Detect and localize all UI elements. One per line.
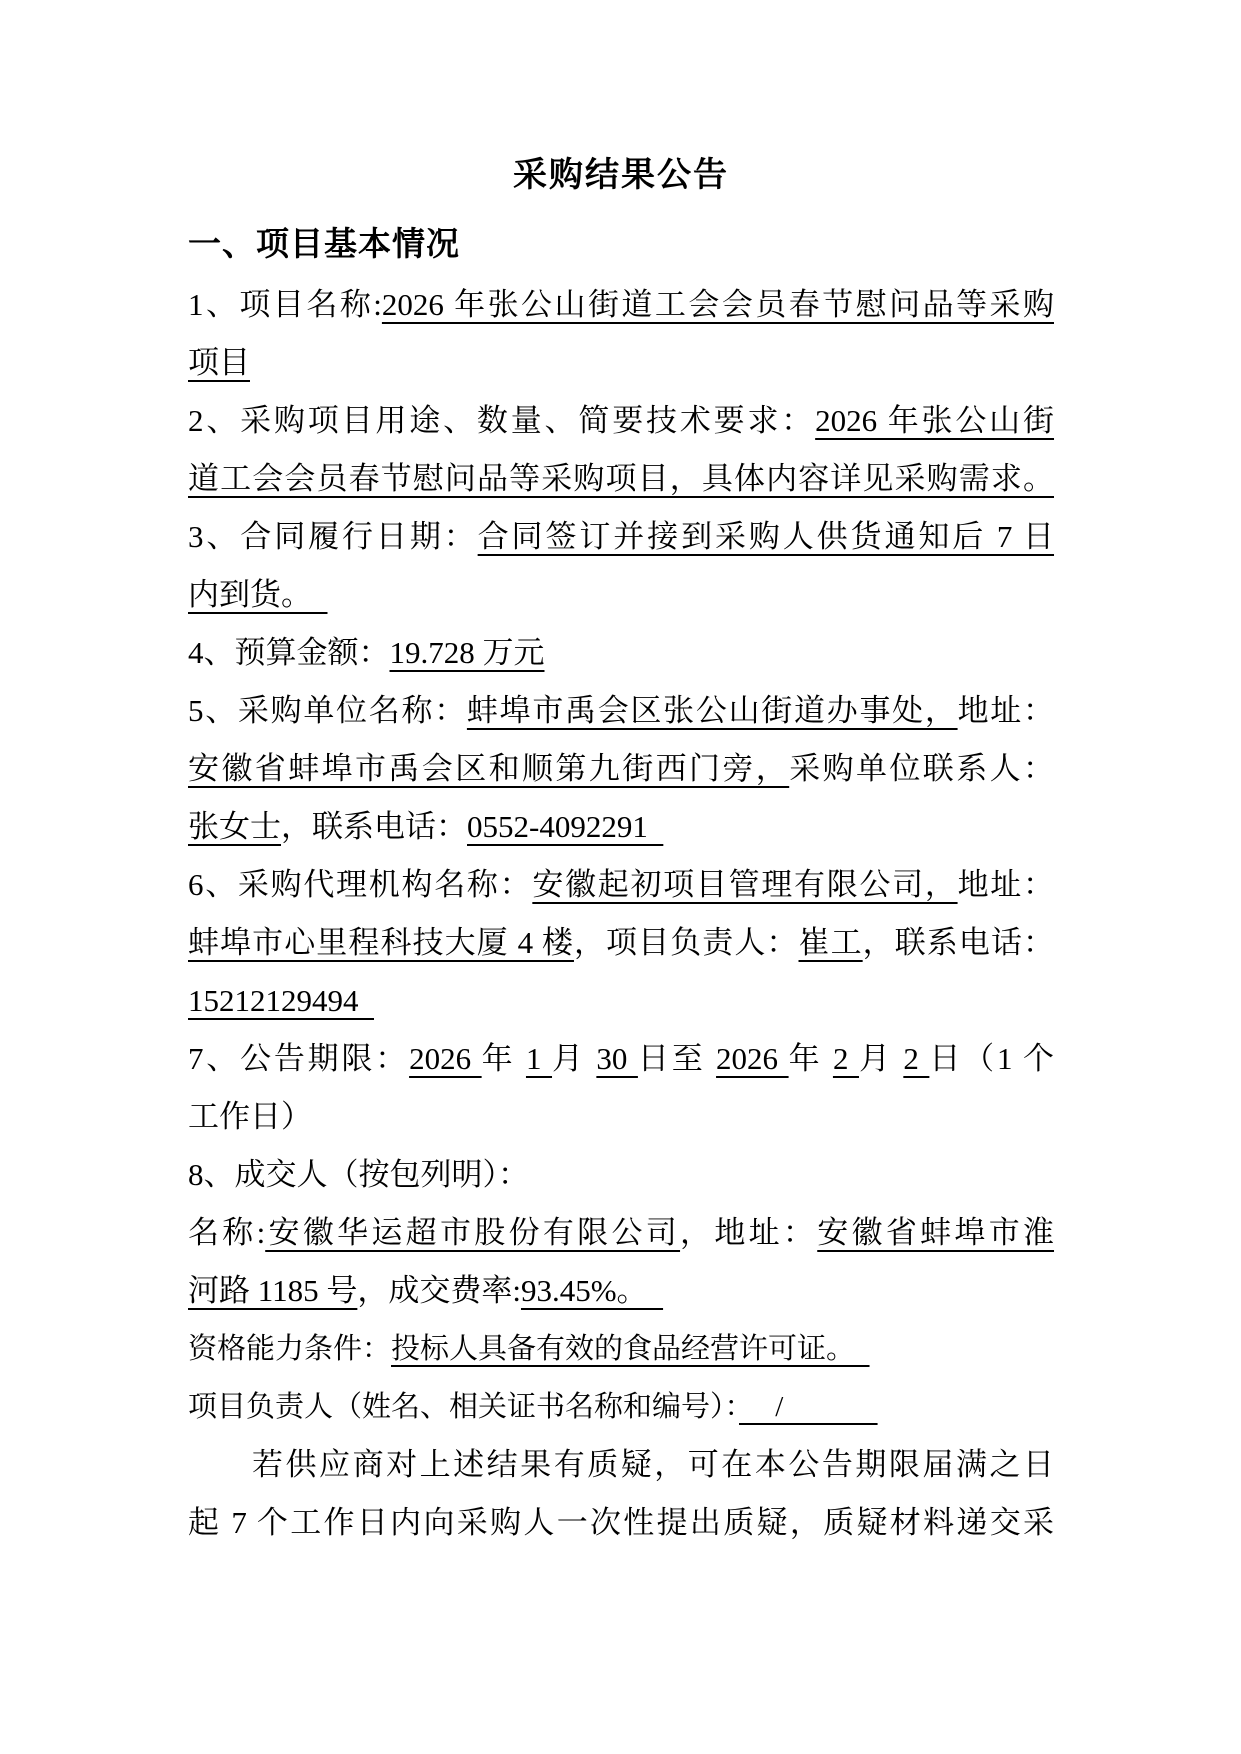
text-segment: 若供应商对上述结果有质疑，可在本公告期限届满之日 — [252, 1447, 1054, 1482]
document-content — [188, 150, 1054, 1552]
text-segment: 资格能力条件： — [188, 1333, 392, 1365]
text-segment: 项目负责人（姓名、相关证书名称和编号）： — [188, 1391, 740, 1423]
underlined-text-segment: 2026 年张公山街道工会会员春节慰问品等采购 — [381, 287, 1054, 322]
document-line — [188, 1436, 1054, 1494]
underlined-text-segment: / — [739, 1391, 878, 1423]
underlined-text-segment: 张女士 — [188, 809, 281, 844]
text-segment: 日至 — [637, 1041, 717, 1076]
document-line — [188, 566, 1054, 624]
document-line — [188, 334, 1054, 392]
underlined-text-segment: 93.45%。 — [520, 1273, 664, 1308]
text-segment: 采购单位联系人： — [789, 751, 1055, 786]
text-segment: 8、成交人（按包列明）： — [188, 1157, 529, 1192]
text-segment: ，成交费率: — [357, 1273, 521, 1308]
document-line — [188, 972, 1054, 1030]
document-line — [188, 276, 1054, 334]
document-line — [188, 1088, 1054, 1146]
underlined-text-segment: 1 — [525, 1041, 553, 1076]
underlined-text-segment: 0552-4092291 — [467, 809, 664, 844]
underlined-text-segment: 合同签订并接到采购人供货通知后 7 日 — [477, 519, 1055, 554]
text-segment: 工作日） — [188, 1099, 312, 1134]
underlined-text-segment: 安徽省蚌埠市淮 — [817, 1215, 1055, 1250]
document-line — [188, 392, 1054, 450]
underlined-text-segment: 15212129494 — [188, 983, 374, 1018]
text-segment: 6、采购代理机构名称： — [188, 867, 533, 902]
document-line — [188, 740, 1054, 798]
text-segment: 7、公告期限： — [188, 1041, 410, 1076]
underlined-text-segment: 河路 1185 号 — [188, 1273, 358, 1308]
section-heading: 一、项目基本情况 — [188, 225, 460, 262]
underlined-text-segment: 30 — [596, 1041, 638, 1076]
text-segment: 月 — [858, 1041, 904, 1076]
document-line — [188, 1146, 1054, 1204]
document-line — [188, 856, 1054, 914]
text-segment: 4、预算金额： — [188, 635, 390, 670]
document-line — [188, 1378, 1054, 1436]
underlined-text-segment: 道工会会员春节慰问品等采购项目，具体内容详见采购需求。 — [188, 461, 1054, 496]
underlined-text-segment: 2026 年张公山街 — [815, 403, 1055, 438]
underlined-text-segment: 项目 — [188, 345, 250, 380]
text-segment: 名称: — [188, 1215, 266, 1250]
text-segment: 年 — [788, 1041, 833, 1076]
underlined-text-segment: 蚌埠市禹会区张公山街道办事处， — [466, 693, 958, 728]
text-segment: ，联系电话： — [281, 809, 467, 844]
text-segment: 起 7 个工作日内向采购人一次性提出质疑，质疑材料递交采 — [188, 1505, 1054, 1540]
document-body — [188, 276, 1054, 1552]
text-segment: ，地址： — [680, 1215, 818, 1250]
document-line — [188, 798, 1054, 856]
underlined-text-segment: 19.728 万元 — [389, 635, 545, 670]
underlined-text-segment: 2026 — [716, 1041, 789, 1076]
underlined-text-segment: 蚌埠市心里程科技大厦 4 楼 — [188, 925, 574, 960]
underlined-text-segment: 内到货。 — [188, 577, 328, 612]
underlined-text-segment: 投标人具备有效的食品经营许可证。 — [391, 1333, 870, 1365]
document-line — [188, 1320, 1054, 1378]
text-segment: 1、项目名称: — [188, 287, 382, 322]
text-segment: 地址： — [957, 867, 1055, 902]
text-segment: 5、采购单位名称： — [188, 693, 467, 728]
document-line — [188, 1262, 1054, 1320]
text-segment: ，项目负责人： — [573, 925, 799, 960]
underlined-text-segment: 崔工 — [798, 925, 863, 960]
underlined-text-segment: 2 — [903, 1041, 930, 1076]
document-line — [188, 450, 1054, 508]
text-segment: 月 — [552, 1041, 597, 1076]
document-line — [188, 1204, 1054, 1262]
document-line — [188, 1030, 1054, 1088]
text-segment: 2、采购项目用途、数量、简要技术要求： — [188, 403, 816, 438]
text-segment: 年 — [481, 1041, 526, 1076]
document-line — [188, 624, 1054, 682]
underlined-text-segment: 2026 — [409, 1041, 482, 1076]
document-line — [188, 682, 1054, 740]
text-segment: 3、合同履行日期： — [188, 519, 478, 554]
underlined-text-segment: 2 — [832, 1041, 859, 1076]
text-segment: 地址： — [957, 693, 1055, 728]
document-line — [188, 508, 1054, 566]
underlined-text-segment: 安徽起初项目管理有限公司， — [532, 867, 958, 902]
document-line — [188, 1494, 1054, 1552]
text-segment: 日（1 个 — [929, 1041, 1055, 1076]
document-title: 采购结果公告 — [513, 157, 729, 194]
underlined-text-segment: 安徽华运超市股份有限公司 — [265, 1215, 681, 1250]
underlined-text-segment: 安徽省蚌埠市禹会区和顺第九街西门旁， — [188, 751, 790, 786]
document-line — [188, 914, 1054, 972]
text-segment: ，联系电话： — [862, 925, 1055, 960]
